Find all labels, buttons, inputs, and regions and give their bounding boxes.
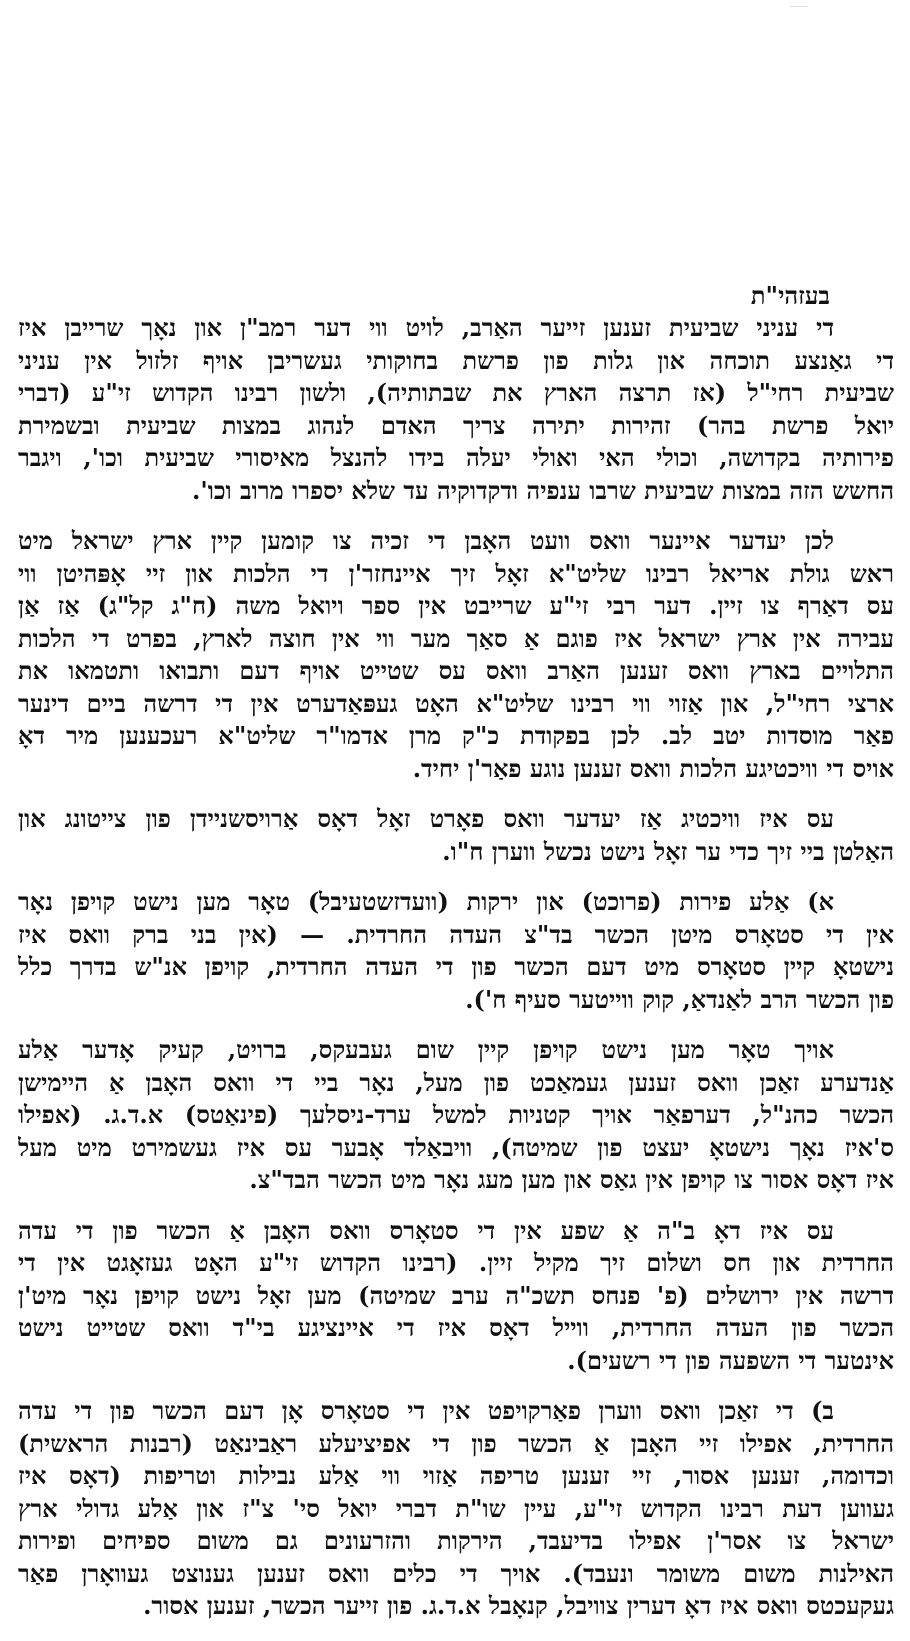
text-line: החשש הזה במצות שביעית שרבו ענפיה ודקדוקיה עד שלא יספרו מרוב וכו'.: [191, 475, 894, 505]
text-line: יואל פרשת בהר) זהירות יתירה צריך האדם לנהוג במצות שביעית ובשמירת: [18, 410, 894, 440]
paragraph: [18, 1215, 894, 1378]
text-line: פירותיה בקדושה, וכולי האי ואולי יעלה בידו להנצל מאיסורי שביעית וכו', ויגבר: [18, 443, 894, 472]
text-line: ארצי רחי"ל, און אַזוי ווי רבינו שליט"א האָט געפּאַדערט אין די דרשה ביים דינער: [18, 688, 894, 718]
text-line: אין די סטאָרס מיטן הכשר בד"צ העדה החרדית. — (אין בני ברק וואס איז: [18, 919, 894, 949]
text-line: אַנדערע זאַכן וואס זענען געמאַכט פון מעל, נאָר ביי די וואס האָבן אַ היימישן: [18, 1067, 894, 1097]
paragraph-container: [18, 312, 894, 1623]
text-line: געקעכטס וואס איז דאָ דערין צוויבל, קנאָבל א.ד.ג. פון זייער הכשר, זענען אסור.: [143, 1591, 894, 1620]
paragraph: [18, 803, 894, 868]
paragraph: [18, 886, 894, 1016]
text-line: נישטאָ קיין סטאָרס מיט דעם הכשר פון די העדה החרדית, קויפן אנ"ש בדרך כלל: [18, 952, 894, 981]
document-body: [18, 280, 894, 1641]
text-line: עס איז דאָ ב"ה אַ שפע אין די סטאָרס וואס האָבן אַ הכשר פון די עדה: [18, 1215, 835, 1245]
text-line: ב) די זאַכן וואס ווערן פאַרקויפט אין די סטאָרס אָן דעם הכשר פון די עדה: [18, 1396, 834, 1425]
text-line: דרשה אין ירושלים (פ' פנחס תשכ"ה ערב שמיטה) מען זאָל נישט קויפן נאָר מיט'ן: [18, 1280, 894, 1310]
text-line: האילנות משום משומר ונעבד). אויך די כלים וואס זענען גענוצט געוואָרן פאַר: [18, 1558, 894, 1588]
text-line: אויך טאָר מען נישט קויפן קיין שום געבעקס, ברויט, קעיק אָדער אַלע: [18, 1035, 834, 1064]
paragraph: [18, 525, 894, 785]
text-line: עס איז וויכטיג אַז יעדער וואס פאָרט זאָל דאָס אַרויסשניידן פון צייטונג און: [18, 804, 834, 833]
text-line: הכשר פון העדה החרדית, ווייל דאָס איז די איינציגע בי"ד וואס שטייט נישט: [18, 1313, 894, 1342]
text-line: החרדית, אפילו זיי האָבן אַ הכשר פון די אפיציעלע ראַבינאַט (רבנות הראשית): [18, 1428, 894, 1458]
text-line: די גאַנצע תוכחה און גלות פון פרשת בחוקותי געשריבן אויף זלזול אין עניני: [18, 345, 894, 375]
text-line: ראש גולת אריאל רבינו שליט"א זאָל זיך איינחזר'ן די הלכות און זיי אָפּהיטן ווי: [18, 558, 894, 588]
text-line: פאַר מוסדות יטב לב. לכן בפקודת כ"ק מרן אדמו"ר שליט"א רעכענען מיר דאָ: [18, 721, 894, 750]
text-line: וכדומה, זענען אסור, זיי זענען טריפה אַזוי ווי אַלע נבילות וטריפות (דאָס איז: [18, 1461, 894, 1490]
text-line: שביעית רחי"ל (אז תרצה הארץ את שבתותיה), ולשון רבינו הקדוש זי"ע (דברי: [18, 378, 894, 407]
text-line: א) אַלע פירות (פרוכט) און ירקות (וועדזשטעיבל) טאָר מען נישט קויפן נאָר: [18, 887, 834, 916]
text-line: די עניני שביעית זענען זייער האַרב, לויט ווי דער רמב"ן און נאָך שרייבן איז: [18, 313, 834, 342]
text-line: פון הכשר הרב לאַנדאַ, קוק ווייטער סעיף ח').: [465, 984, 894, 1014]
paragraph: [18, 1395, 894, 1623]
text-line: עבירה אין ארץ ישראל איז פוגם אַ סאַך מער ווי אין חוצה לארץ, בפרט די הלכות: [18, 623, 894, 653]
text-line: התלויים בארץ וואס זענען האַרב וואס עס שטייט אויף דעם ותבואו ותטמאו את: [18, 656, 894, 685]
page-header: בעזהי"ת: [750, 281, 830, 310]
text-line: עס דאַרף צו זיין. דער רבי זי"ע שרייבט אין ספר ויואל משה (ח"ג קל"ג) אַז אַן: [18, 591, 894, 620]
paragraph: [18, 312, 894, 507]
text-line: החרדית און חס ושלום זיך מקיל זיין. (רבינו הקדוש זי"ע האָט געזאָגט אין די: [18, 1248, 894, 1277]
text-line: אויס די וויכטיגע הלכות וואס זענען נוגע פאַר'ן יחיד.: [412, 753, 894, 783]
text-line: ס'איז נאָך נישטאָ יעצט פון שמיטה), וויבאַלד אָבער עס איז געשמירט מיט מעל: [18, 1132, 894, 1162]
text-line: אינטער די השפעה פון די רשעים).: [567, 1345, 894, 1375]
text-line: איז דאָס אסור צו קויפן אין גאַס און מען מעג נאָר מיט הכשר הבד"צ.: [249, 1165, 894, 1194]
text-line: ישראל צו אסר'ן אפילו בדיעבד, הירקות והזרעונים גם משום ספיחים ופירות: [18, 1526, 894, 1555]
text-line: הכשר כהנ"ל, דערפאַר אויך קטניות למשל ערד-ניסלעך (פינאַטס) א.ד.ג. (אפילו: [18, 1100, 894, 1129]
text-line: האַלטן ביי זיך כדי ער זאָל נישט נכשל ווערן ח"ו.: [442, 836, 894, 866]
paragraph: [18, 1034, 894, 1197]
text-line: לכן יעדער איינער וואס וועט האָבן די זכיה צו קומען קיין ארץ ישראל מיט: [18, 526, 834, 555]
scan-mark: [790, 0, 808, 7]
text-line: געווען דעת רבינו הקדוש זי"ע, עיין שו"ת דברי יואל סי' צ"ז און אַלע גדולי ארץ: [18, 1493, 894, 1523]
